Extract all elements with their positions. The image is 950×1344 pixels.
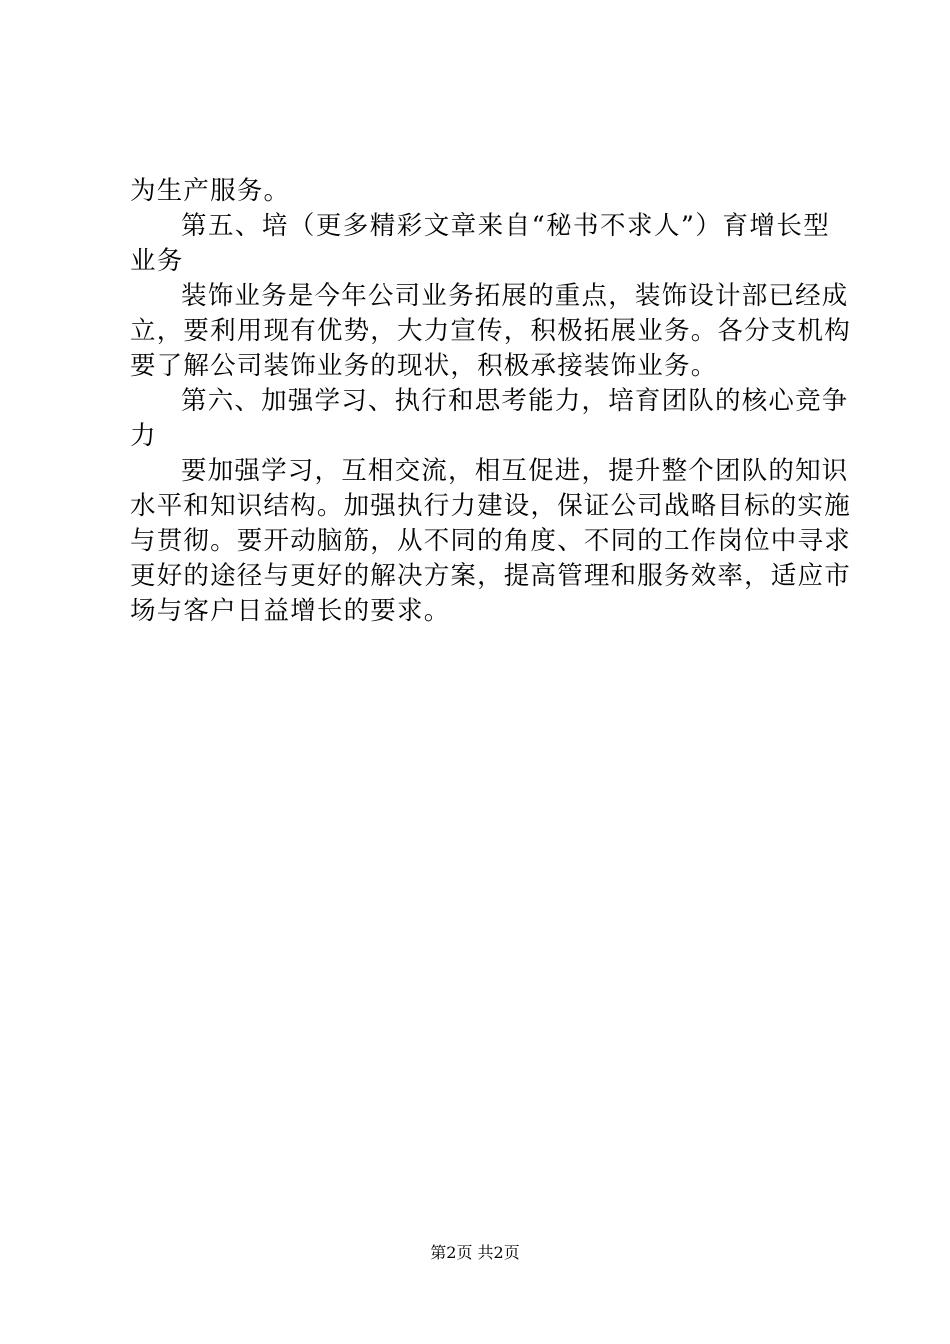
heading-line: 第五、培（更多精彩文章来自“秘书不求人”）育增长型 — [181, 211, 830, 241]
heading-line-continuation: 业务 — [130, 246, 184, 276]
paragraph-line: 更好的途径与更好的解决方案，提高管理和服务效率，适应市 — [130, 561, 851, 591]
paragraph-line: 装饰业务是今年公司业务拓展的重点，装饰设计部已经成 — [181, 281, 849, 311]
text-line: 为生产服务。 — [130, 176, 291, 206]
paragraph-line: 立，要利用现有优势，大力宣传，积极拓展业务。各分支机构 — [130, 316, 851, 346]
paragraph-line: 场与客户日益增长的要求。 — [130, 596, 451, 626]
paragraph-line: 与贯彻。要开动脑筋，从不同的角度、不同的工作岗位中寻求 — [130, 526, 851, 556]
page-number-footer: 第2页 共2页 — [430, 1243, 520, 1262]
paragraph-line: 要加强学习，互相交流，相互促进，提升整个团队的知识 — [181, 456, 849, 486]
heading-line: 第六、加强学习、执行和思考能力，培育团队的核心竞争 — [181, 386, 849, 416]
paragraph-line: 水平和知识结构。加强执行力建设，保证公司战略目标的实施 — [130, 491, 851, 521]
document-body — [130, 174, 851, 629]
heading-line-continuation: 力 — [130, 421, 157, 451]
paragraph-line: 要了解公司装饰业务的现状，积极承接装饰业务。 — [130, 351, 718, 381]
